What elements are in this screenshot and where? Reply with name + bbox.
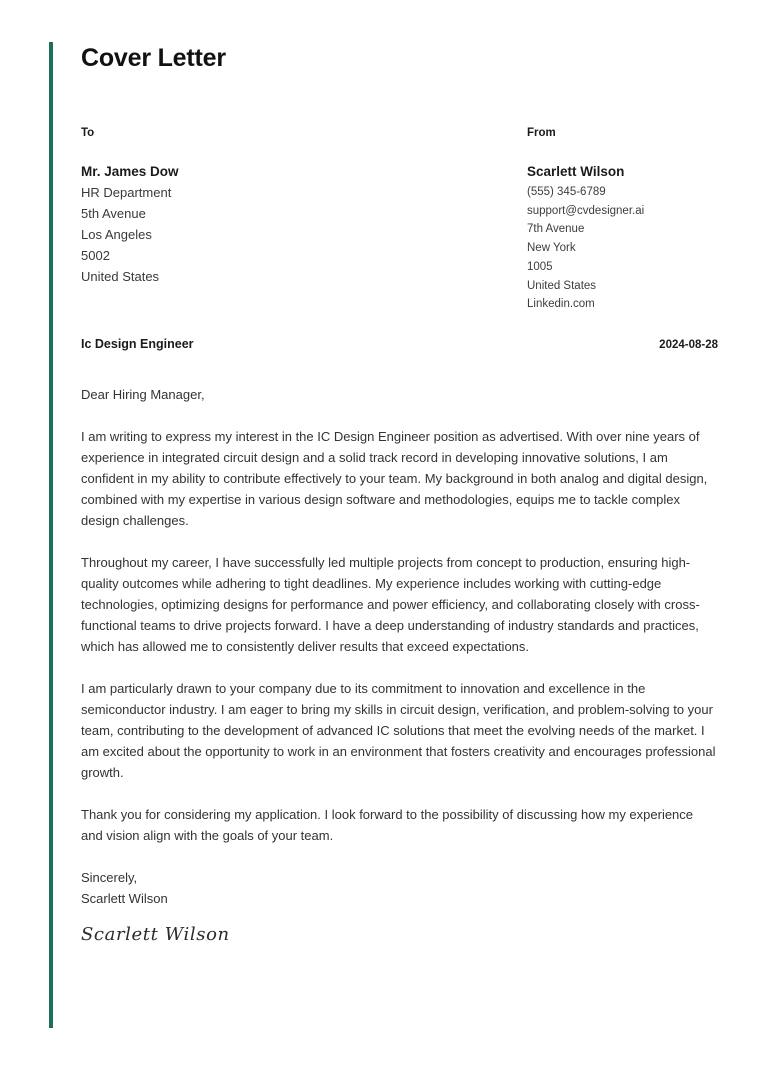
body-paragraph: I am writing to express my interest in the IC Design Engineer position as advertised. With over nine years of experience in integrated circuit design and a solid track record in developing innovative solutions, I am confident in my ability to contribute effectively to your team. My background in both analog and digital design, combined with my expertise in various design software and methodologies, equips me to tackle complex design challenges. — [81, 429, 708, 528]
letter-content — [81, 42, 718, 948]
sender-email: support@cvdesigner.ai — [527, 204, 645, 217]
letter-date: 2024-08-28 — [659, 339, 718, 351]
subject-row — [81, 336, 718, 353]
closing-block — [81, 867, 718, 909]
sender-website: Linkedin.com — [527, 298, 595, 311]
recipient-line: 5002 — [81, 248, 110, 263]
recipient-line: Los Angeles — [81, 227, 152, 242]
page-title: Cover Letter — [81, 44, 226, 72]
sender-label: From — [527, 127, 556, 139]
sender-phone: (555) 345-6789 — [527, 186, 606, 198]
position-title: Ic Design Engineer — [81, 337, 194, 351]
sender-name: Scarlett Wilson — [527, 164, 625, 179]
salutation: Dear Hiring Manager, — [81, 387, 205, 402]
body-paragraph: Throughout my career, I have successfully led multiple projects from concept to production, ensuring high-quality outcomes while adhering to tight deadlines. My experience includes working with cutting-edge technologies, optimizing designs for performance and power efficiency, and collaborating closely with cross-functional teams to drive projects forward. I have a deep understanding of industry standards and practices, which has allowed me to consistently deliver results that exceed expectations. — [81, 555, 700, 654]
recipient-line: United States — [81, 269, 160, 284]
sender-line: 1005 — [527, 260, 553, 273]
recipient-column — [81, 126, 501, 287]
sender-line: United States — [527, 279, 597, 292]
signature: Scarlett Wilson — [81, 924, 230, 945]
body-paragraph: Thank you for considering my application. I look forward to the possibility of discussing how my experience and vision align with the goals of your team. — [81, 807, 694, 843]
closing-phrase: Sincerely, — [81, 870, 138, 885]
address-block — [81, 126, 718, 311]
recipient-line: HR Department — [81, 185, 172, 200]
sender-column — [527, 126, 718, 314]
sender-line: New York — [527, 242, 576, 255]
closing-name: Scarlett Wilson — [81, 891, 168, 906]
recipient-name: Mr. James Dow — [81, 164, 179, 179]
recipient-line: 5th Avenue — [81, 206, 146, 221]
sender-line: 7th Avenue — [527, 223, 585, 236]
accent-bar — [49, 42, 53, 1028]
body-paragraph: I am particularly drawn to your company due to its commitment to innovation and excellence in the semiconductor industry. I am eager to bring my skills in circuit design, verification, and problem-solving to your team, contributing to the development of advanced IC solutions that meet the evolving needs of the market. I am excited about the opportunity to work in an environment that fosters creativity and encourages professional growth. — [81, 681, 716, 780]
recipient-label: To — [81, 127, 95, 139]
